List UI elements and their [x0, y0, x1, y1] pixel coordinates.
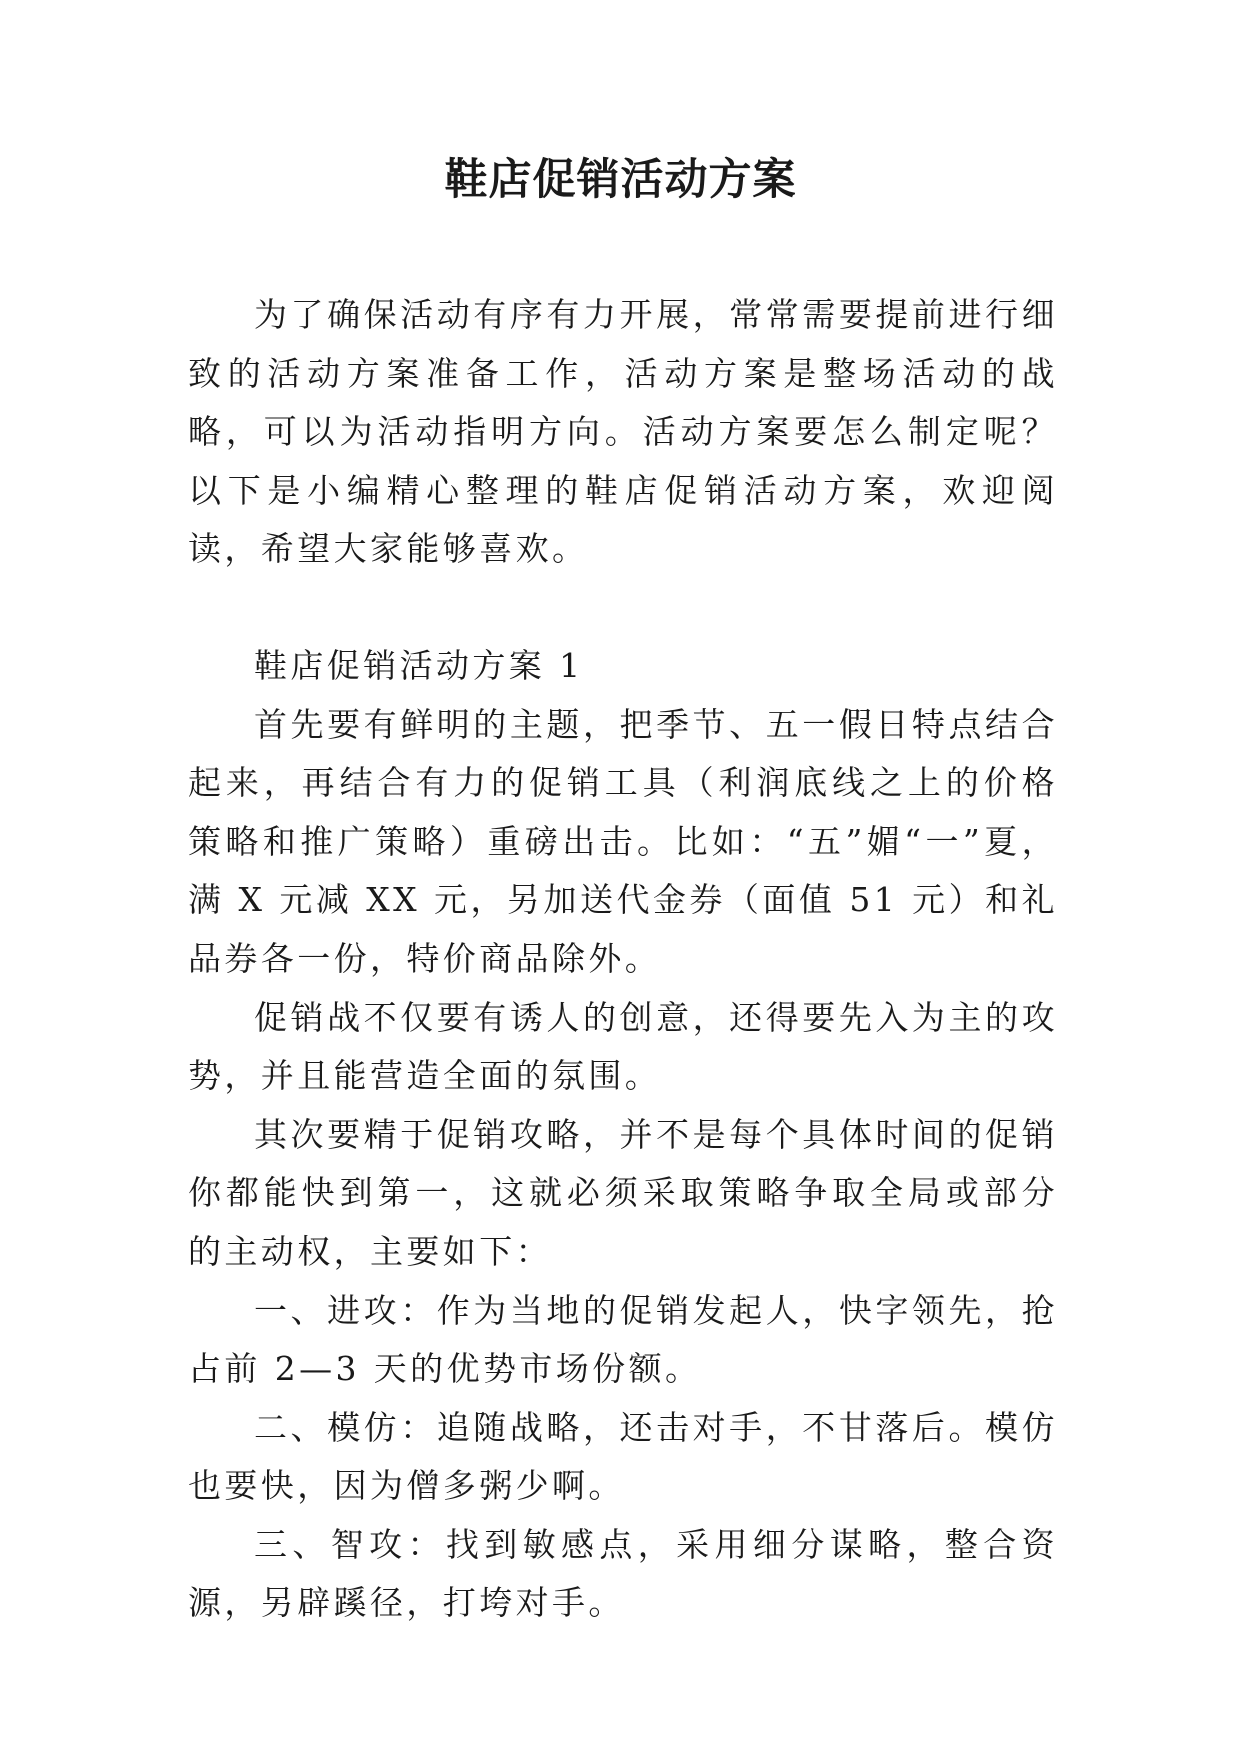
body-paragraph: 首先要有鲜明的主题，把季节、五一假日特点结合起来，再结合有力的促销工具（利润底线之上的价格策略和推广策略）重磅出击。比如：“五”媚“一”夏，满 X 元减 XX 元，另加送代金券（面值 51 元）和礼品券各一份，特价商品除外。	[188, 704, 1058, 978]
document-body	[188, 286, 1058, 1633]
body-paragraph: 一、进攻：作为当地的促销发起人，快字领先，抢占前 2—3 天的优势市场份额。	[188, 1290, 1058, 1389]
body-paragraph: 促销战不仅要有诱人的创意，还得要先入为主的攻势，并且能营造全面的氛围。	[188, 997, 1058, 1096]
body-paragraph: 三、智攻：找到敏感点，采用细分谋略，整合资源，另辟蹊径，打垮对手。	[188, 1524, 1058, 1623]
body-paragraph: 其次要精于促销攻略，并不是每个具体时间的促销你都能快到第一，这就必须采取策略争取全局或部分的主动权，主要如下：	[188, 1114, 1058, 1271]
section-heading: 鞋店促销活动方案 1	[254, 645, 584, 685]
intro-paragraph: 为了确保活动有序有力开展，常常需要提前进行细致的活动方案准备工作，活动方案是整场活动的战略，可以为活动指明方向。活动方案要怎么制定呢？以下是小编精心整理的鞋店促销活动方案，欢迎阅读，希望大家能够喜欢。	[188, 295, 1058, 569]
body-paragraph: 二、模仿：追随战略，还击对手，不甘落后。模仿也要快，因为僧多粥少啊。	[188, 1407, 1058, 1506]
document-title: 鞋店促销活动方案	[444, 155, 797, 205]
